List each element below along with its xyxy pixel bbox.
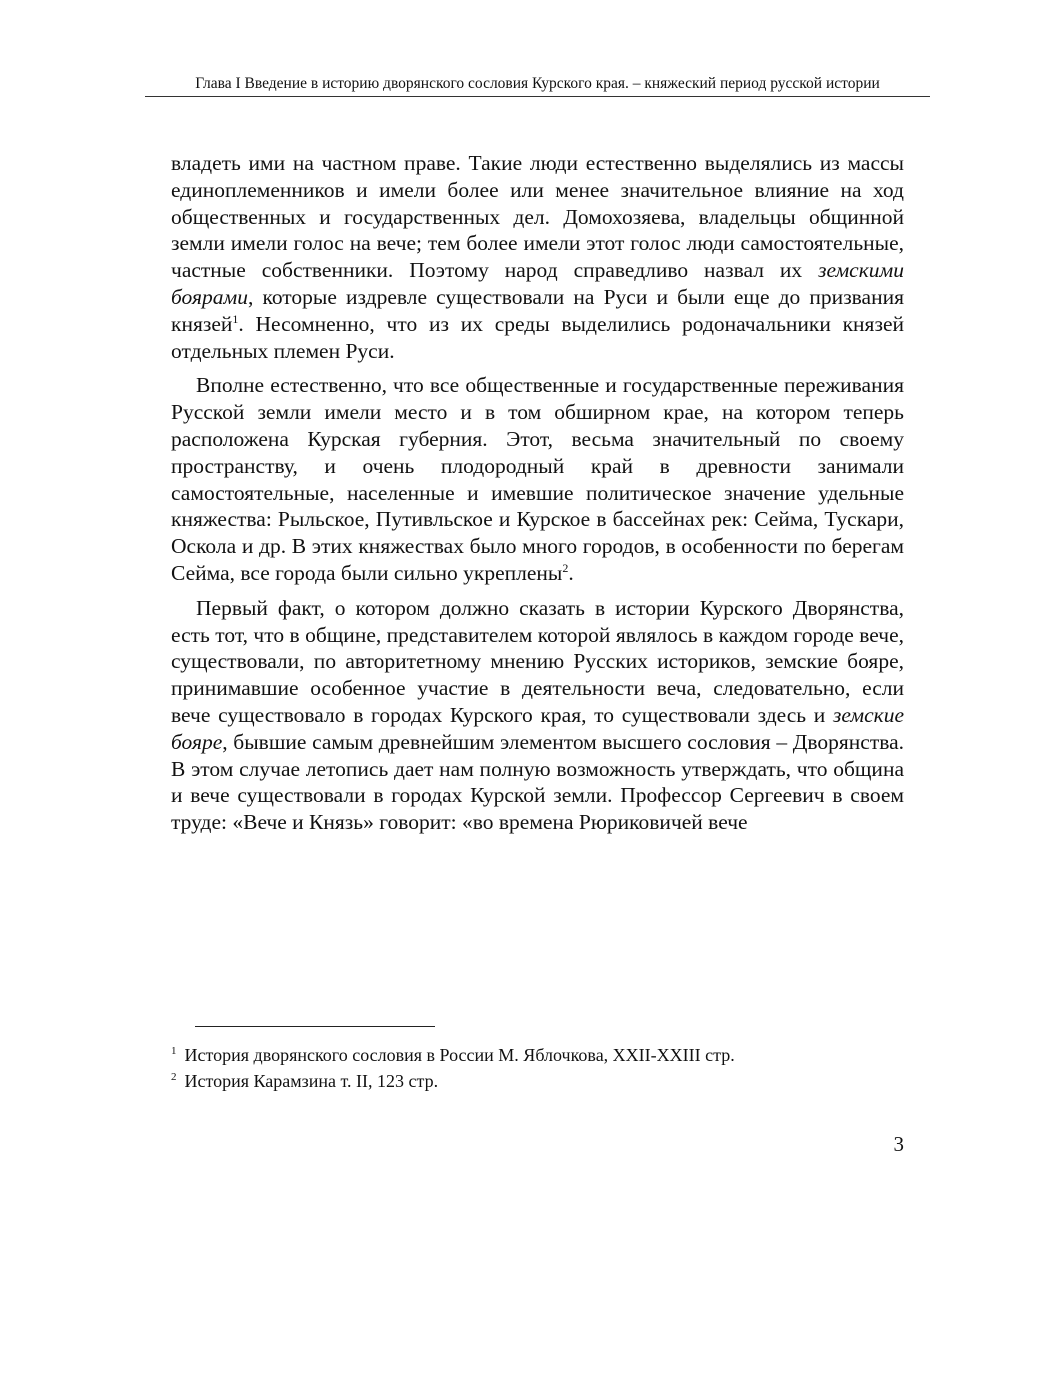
paragraph-2-text-a: Вполне естественно, что все общественные и государственные переживания Русской земли имели место и в том обширном крае, на котором теперь расположена Курская губерния. Этот, весьма значительный по своему пространству, и очень плодородный край в древности занимали самостоятельные, населенные и имевшие политическое значение удельные княжества: Рыльское, Путивльское и Курское в бассейнах рек: Сейма, Тускари, Оскола и др. В этих княжествах было много городов, в особенности по берегам Сейма, все города были сильно укреплены bbox=[171, 373, 904, 585]
paragraph-1-text-b: , которые издревле существовали на Руси и были еще до призвания князей bbox=[171, 284, 904, 336]
paragraph-3-text-b: , бывшие самым древнейшим элементом высшего сословия – Дворянства. В этом случае летопись дает нам полную возможность утверждать, что община и вече существовали в городах Курской земли. Профессор Сергеевич в своем труде: «Вече и Князь» говорит: «во времена Рюриковичей вече bbox=[171, 729, 904, 835]
footnote-separator bbox=[195, 1026, 435, 1027]
paragraph-3 bbox=[171, 595, 904, 836]
paragraph-1-italic-term: земскими боярами bbox=[171, 258, 904, 309]
main-text bbox=[171, 150, 904, 844]
running-header bbox=[145, 74, 930, 97]
paragraph-1-text-a: владеть ими на частном праве. Такие люди естественно выделялись из массы единоплеменников и имели более или менее значительное влияние на ход общественных и государственных дел. Домохозяева, владельцы общинной земли имели голос на вече; тем более имели этот голос люди самостоятельные, частные собственники. Поэтому народ справедливо назвал их bbox=[171, 151, 904, 283]
footnote-1 bbox=[171, 1042, 904, 1068]
footnote-ref-2[interactable]: 2 bbox=[562, 560, 569, 575]
footnote-2 bbox=[171, 1068, 904, 1094]
paragraph-1-text-c: . Несомненно, что из их среды выделились родоначальники князей отдельных племен Руси. bbox=[171, 311, 904, 363]
footnote-ref-1[interactable]: 1 bbox=[232, 311, 239, 326]
footnote-1-marker: 1 bbox=[171, 1045, 177, 1057]
page-number: 3 bbox=[893, 1132, 904, 1156]
paragraph-3-italic-term: земские бояре bbox=[171, 702, 904, 754]
paragraph-1 bbox=[171, 150, 904, 364]
paragraph-3-text-a: Первый факт, о котором должно сказать в истории Курского Дворянства, есть тот, что в общине, представителем которой являлось в каждом городе вече, существовали, по авторитетному мнению Русских историков, земские бояре, принимавшие особенное участие в деятельности веча, следовательно, если вече существовало в городах Курского края, то существовали здесь и bbox=[171, 595, 904, 727]
paragraph-2-text-b: . bbox=[568, 560, 574, 585]
footnotes bbox=[171, 1042, 904, 1094]
footnote-2-text: История Карамзина т. II, 123 стр. bbox=[184, 1071, 439, 1091]
paragraph-2 bbox=[171, 372, 904, 586]
footnote-2-marker: 2 bbox=[171, 1071, 177, 1083]
running-header-title: Глава I Введение в историю дворянского сословия Курского края. – княжеский период русской истории bbox=[195, 75, 880, 92]
footnote-1-text: История дворянского сословия в России М. Яблочкова, XXII-XXIII стр. bbox=[184, 1045, 735, 1065]
